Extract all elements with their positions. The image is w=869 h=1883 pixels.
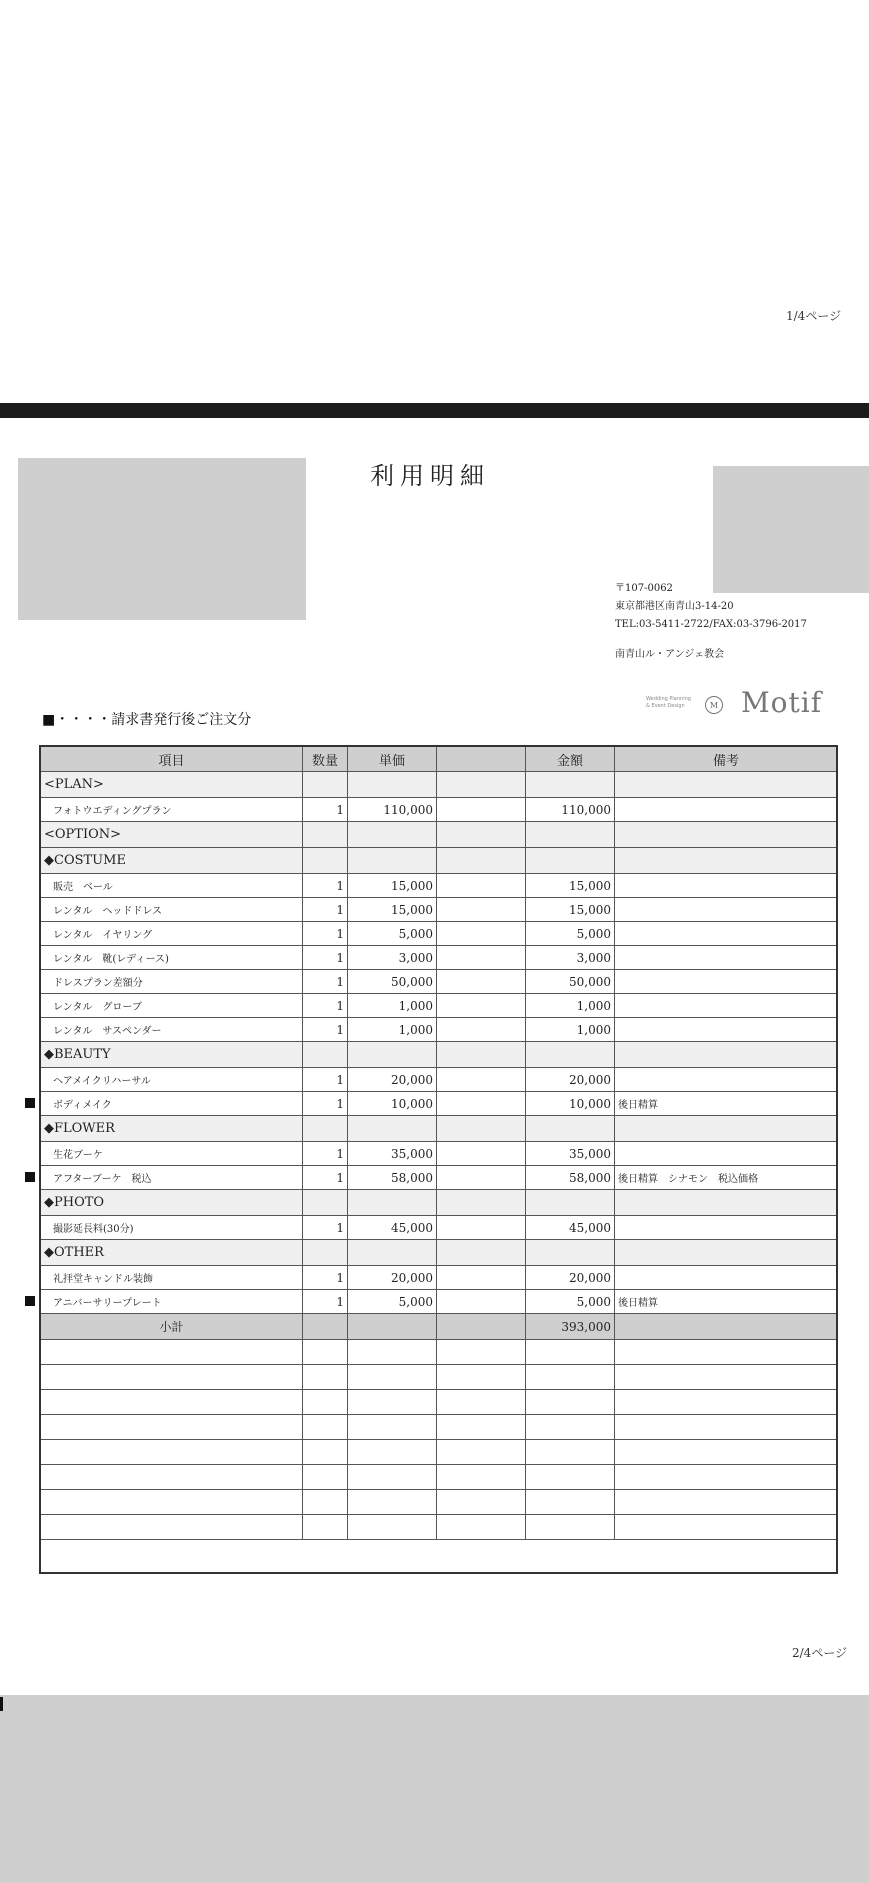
item-name: レンタル イヤリング — [41, 922, 303, 946]
item-amount: 1,000 — [526, 994, 615, 1018]
item-name: アフターブーケ 税込 — [41, 1166, 303, 1190]
item-remarks: 後日精算 — [615, 1290, 838, 1314]
empty-cell — [348, 1340, 437, 1365]
redacted-area-left — [18, 458, 306, 620]
item-unit-price: 58,000 — [348, 1166, 437, 1190]
empty-cell — [437, 1190, 526, 1216]
item-amount: 10,000 — [526, 1092, 615, 1116]
item-qty: 1 — [303, 970, 348, 994]
empty-cell — [615, 1042, 838, 1068]
row-marker-icon — [25, 1098, 35, 1108]
empty-cell — [526, 1415, 615, 1440]
empty-cell — [348, 1042, 437, 1068]
item-name: ヘアメイクリハーサル — [41, 1068, 303, 1092]
item-name: 撮影延長料(30分) — [41, 1216, 303, 1240]
item-remarks — [615, 970, 838, 994]
category-label: ◆COSTUME — [41, 848, 303, 874]
table-row — [41, 946, 838, 970]
blank-row — [41, 1465, 838, 1490]
empty-cell — [303, 1415, 348, 1440]
item-unit-price: 110,000 — [348, 798, 437, 822]
item-amount: 35,000 — [526, 1142, 615, 1166]
empty-cell — [526, 1340, 615, 1365]
item-qty: 1 — [303, 1216, 348, 1240]
item-remarks — [615, 922, 838, 946]
table-row — [41, 874, 838, 898]
table-row — [41, 798, 838, 822]
item-remarks — [615, 1266, 838, 1290]
empty-cell — [526, 1465, 615, 1490]
empty-cell — [437, 772, 526, 798]
empty-cell — [437, 922, 526, 946]
item-amount: 5,000 — [526, 1290, 615, 1314]
empty-cell — [437, 1068, 526, 1092]
blank-row — [41, 1365, 838, 1390]
table-row — [41, 1018, 838, 1042]
row-marker-icon — [25, 1172, 35, 1182]
table-row — [41, 922, 838, 946]
logo-word: Motif — [741, 686, 823, 719]
empty-cell — [615, 1314, 838, 1340]
table-row — [41, 970, 838, 994]
empty-cell — [615, 1490, 838, 1515]
subtotal-row — [41, 1314, 838, 1340]
item-remarks — [615, 1068, 838, 1092]
item-qty: 1 — [303, 798, 348, 822]
empty-cell — [615, 1116, 838, 1142]
page-separator — [0, 403, 869, 418]
empty-cell — [437, 1515, 526, 1540]
category-row — [41, 1042, 838, 1068]
street-address: 東京都港区南青山3-14-20 — [615, 601, 734, 612]
item-unit-price: 50,000 — [348, 970, 437, 994]
item-remarks — [615, 874, 838, 898]
empty-cell — [526, 1440, 615, 1465]
empty-cell — [348, 848, 437, 874]
item-qty: 1 — [303, 922, 348, 946]
empty-cell — [303, 1515, 348, 1540]
church-name: 南青山ル・アンジェ教会 — [615, 649, 725, 660]
empty-cell — [437, 1092, 526, 1116]
item-qty: 1 — [303, 1166, 348, 1190]
empty-cell — [437, 1216, 526, 1240]
category-row — [41, 1190, 838, 1216]
empty-cell — [348, 1314, 437, 1340]
item-name: ドレスプラン差額分 — [41, 970, 303, 994]
empty-cell — [348, 1190, 437, 1216]
table-row — [41, 1092, 838, 1116]
empty-cell — [526, 1365, 615, 1390]
empty-cell — [348, 1365, 437, 1390]
empty-cell — [41, 1490, 303, 1515]
item-remarks — [615, 1142, 838, 1166]
category-label: <PLAN> — [41, 772, 303, 798]
category-label: <OPTION> — [41, 822, 303, 848]
item-amount: 3,000 — [526, 946, 615, 970]
company-logo: Wedding Planning & Event Design M Motif — [646, 686, 823, 719]
category-label: ◆OTHER — [41, 1240, 303, 1266]
empty-cell — [303, 822, 348, 848]
item-unit-price: 20,000 — [348, 1068, 437, 1092]
empty-cell — [437, 970, 526, 994]
item-qty: 1 — [303, 1068, 348, 1092]
item-name: レンタル サスペンダー — [41, 1018, 303, 1042]
empty-cell — [526, 848, 615, 874]
empty-cell — [303, 1490, 348, 1515]
item-unit-price: 20,000 — [348, 1266, 437, 1290]
empty-cell — [303, 1390, 348, 1415]
empty-cell — [348, 772, 437, 798]
empty-cell — [437, 1166, 526, 1190]
subtotal-label: 小計 — [41, 1314, 303, 1340]
empty-cell — [615, 1240, 838, 1266]
header-amount: 金額 — [526, 747, 615, 772]
item-remarks — [615, 1018, 838, 1042]
empty-cell — [437, 1390, 526, 1415]
empty-cell — [348, 1415, 437, 1440]
section-label: ■・・・・請求書発行後ご注文分 — [42, 712, 252, 728]
empty-cell — [437, 822, 526, 848]
empty-cell — [303, 1465, 348, 1490]
empty-cell — [41, 1465, 303, 1490]
item-remarks: 後日精算 — [615, 1092, 838, 1116]
item-name: 販売 ベール — [41, 874, 303, 898]
empty-cell — [348, 822, 437, 848]
empty-cell — [526, 1515, 615, 1540]
redacted-area-bottom — [0, 1695, 869, 1883]
blank-row — [41, 1490, 838, 1515]
empty-cell — [437, 946, 526, 970]
empty-cell — [437, 1365, 526, 1390]
category-label: ◆FLOWER — [41, 1116, 303, 1142]
empty-cell — [437, 1440, 526, 1465]
empty-cell — [303, 1440, 348, 1465]
empty-cell — [615, 1340, 838, 1365]
item-amount: 20,000 — [526, 1266, 615, 1290]
page-2 — [0, 418, 869, 1695]
item-qty: 1 — [303, 1092, 348, 1116]
empty-cell — [41, 1415, 303, 1440]
empty-cell — [437, 1314, 526, 1340]
header-unit-price: 単価 — [348, 747, 437, 772]
empty-cell — [526, 1490, 615, 1515]
empty-cell — [303, 1314, 348, 1340]
empty-cell — [303, 1340, 348, 1365]
item-qty: 1 — [303, 874, 348, 898]
empty-cell — [303, 1042, 348, 1068]
empty-cell — [437, 874, 526, 898]
empty-cell — [303, 772, 348, 798]
empty-cell — [348, 1515, 437, 1540]
empty-cell — [437, 848, 526, 874]
table-row — [41, 1166, 838, 1190]
empty-cell — [303, 1365, 348, 1390]
page-number-2: 2/4ページ — [792, 1646, 848, 1660]
category-row — [41, 772, 838, 798]
detail-table — [40, 746, 838, 1540]
postal-code: 〒107-0062 — [615, 583, 673, 594]
empty-cell — [41, 1515, 303, 1540]
empty-cell — [348, 1390, 437, 1415]
empty-cell — [437, 994, 526, 1018]
category-row — [41, 1240, 838, 1266]
empty-cell — [526, 772, 615, 798]
table-row — [41, 898, 838, 922]
item-unit-price: 35,000 — [348, 1142, 437, 1166]
empty-cell — [615, 772, 838, 798]
header-qty: 数量 — [303, 747, 348, 772]
item-qty: 1 — [303, 946, 348, 970]
empty-cell — [526, 822, 615, 848]
item-qty: 1 — [303, 1018, 348, 1042]
item-amount: 20,000 — [526, 1068, 615, 1092]
category-row — [41, 1116, 838, 1142]
empty-cell — [615, 1515, 838, 1540]
item-remarks — [615, 798, 838, 822]
item-unit-price: 1,000 — [348, 1018, 437, 1042]
item-amount: 15,000 — [526, 874, 615, 898]
empty-cell — [303, 1190, 348, 1216]
empty-cell — [615, 848, 838, 874]
empty-cell — [526, 1116, 615, 1142]
empty-cell — [437, 898, 526, 922]
item-remarks — [615, 898, 838, 922]
empty-cell — [348, 1240, 437, 1266]
empty-cell — [615, 822, 838, 848]
empty-cell — [41, 1365, 303, 1390]
blank-row — [41, 1390, 838, 1415]
empty-cell — [303, 1240, 348, 1266]
category-row — [41, 822, 838, 848]
item-remarks: 後日精算 シナモン 税込価格 — [615, 1166, 838, 1190]
header-blank — [437, 747, 526, 772]
blank-row — [41, 1515, 838, 1540]
document-title: 利用明細 — [370, 462, 490, 490]
table-row — [41, 1068, 838, 1092]
empty-cell — [437, 1116, 526, 1142]
empty-cell — [437, 1465, 526, 1490]
item-unit-price: 45,000 — [348, 1216, 437, 1240]
category-label: ◆BEAUTY — [41, 1042, 303, 1068]
table-header-row — [41, 747, 838, 772]
empty-cell — [437, 1142, 526, 1166]
empty-cell — [437, 1018, 526, 1042]
item-unit-price: 15,000 — [348, 874, 437, 898]
empty-cell — [348, 1440, 437, 1465]
item-name: アニバーサリープレート — [41, 1290, 303, 1314]
empty-cell — [437, 1290, 526, 1314]
empty-cell — [303, 1116, 348, 1142]
empty-cell — [437, 1490, 526, 1515]
empty-cell — [437, 1240, 526, 1266]
header-item: 項目 — [41, 747, 303, 772]
empty-cell — [526, 1042, 615, 1068]
logo-mark-icon: M — [705, 696, 723, 714]
item-qty: 1 — [303, 898, 348, 922]
item-name: ボディメイク — [41, 1092, 303, 1116]
table-row — [41, 994, 838, 1018]
empty-cell — [526, 1240, 615, 1266]
row-marker-icon — [25, 1296, 35, 1306]
item-amount: 58,000 — [526, 1166, 615, 1190]
subtotal-amount: 393,000 — [526, 1314, 615, 1340]
item-qty: 1 — [303, 994, 348, 1018]
item-amount: 15,000 — [526, 898, 615, 922]
empty-cell — [615, 1465, 838, 1490]
item-amount: 5,000 — [526, 922, 615, 946]
table-row — [41, 1266, 838, 1290]
page-1 — [0, 0, 869, 403]
empty-cell — [526, 1190, 615, 1216]
category-label: ◆PHOTO — [41, 1190, 303, 1216]
empty-cell — [615, 1365, 838, 1390]
item-qty: 1 — [303, 1290, 348, 1314]
company-address — [615, 580, 807, 664]
item-name: レンタル ヘッドドレス — [41, 898, 303, 922]
empty-cell — [348, 1116, 437, 1142]
edge-mark — [0, 1697, 3, 1711]
empty-cell — [348, 1465, 437, 1490]
item-amount: 110,000 — [526, 798, 615, 822]
empty-cell — [41, 1440, 303, 1465]
empty-cell — [437, 1340, 526, 1365]
item-name: レンタル グローブ — [41, 994, 303, 1018]
empty-cell — [41, 1390, 303, 1415]
table-row — [41, 1142, 838, 1166]
blank-row — [41, 1415, 838, 1440]
empty-cell — [615, 1190, 838, 1216]
item-unit-price: 5,000 — [348, 922, 437, 946]
item-amount: 45,000 — [526, 1216, 615, 1240]
phone-fax: TEL:03-5411-2722/FAX:03-3796-2017 — [615, 619, 807, 630]
item-unit-price: 10,000 — [348, 1092, 437, 1116]
item-qty: 1 — [303, 1266, 348, 1290]
empty-cell — [526, 1390, 615, 1415]
empty-cell — [615, 1390, 838, 1415]
empty-cell — [348, 1490, 437, 1515]
empty-cell — [437, 798, 526, 822]
item-amount: 1,000 — [526, 1018, 615, 1042]
item-remarks — [615, 1216, 838, 1240]
item-unit-price: 5,000 — [348, 1290, 437, 1314]
item-name: フォトウエディングプラン — [41, 798, 303, 822]
item-remarks — [615, 994, 838, 1018]
item-unit-price: 3,000 — [348, 946, 437, 970]
item-remarks — [615, 946, 838, 970]
redacted-area-right — [713, 466, 869, 593]
empty-cell — [615, 1415, 838, 1440]
item-name: 生花ブーケ — [41, 1142, 303, 1166]
category-row — [41, 848, 838, 874]
empty-cell — [437, 1266, 526, 1290]
table-row — [41, 1216, 838, 1240]
item-qty: 1 — [303, 1142, 348, 1166]
item-unit-price: 15,000 — [348, 898, 437, 922]
empty-cell — [41, 1340, 303, 1365]
item-amount: 50,000 — [526, 970, 615, 994]
empty-cell — [615, 1440, 838, 1465]
blank-row — [41, 1440, 838, 1465]
item-unit-price: 1,000 — [348, 994, 437, 1018]
empty-cell — [437, 1415, 526, 1440]
blank-row — [41, 1340, 838, 1365]
page-number-1: 1/4ページ — [786, 309, 842, 323]
empty-cell — [437, 1042, 526, 1068]
item-name: レンタル 靴(レディース) — [41, 946, 303, 970]
table-row — [41, 1290, 838, 1314]
header-remarks: 備考 — [615, 747, 838, 772]
empty-cell — [303, 848, 348, 874]
item-name: 礼拝堂キャンドル装飾 — [41, 1266, 303, 1290]
